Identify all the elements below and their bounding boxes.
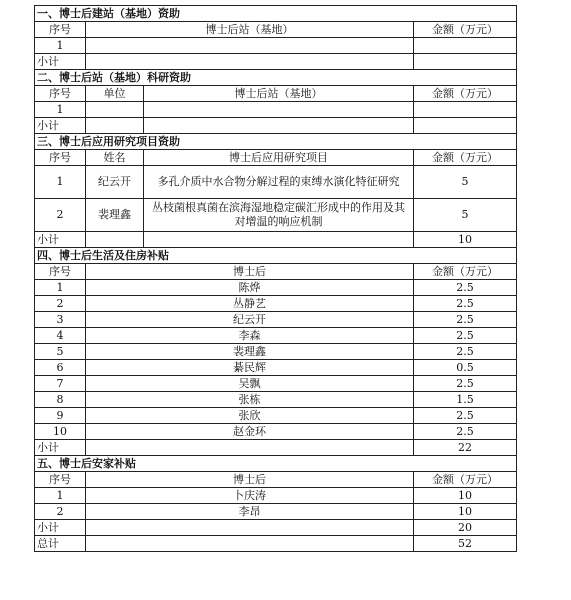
row-seq: 1	[35, 102, 86, 118]
column-header: 单位	[86, 86, 144, 102]
cell-empty	[86, 440, 414, 456]
table-header-row	[35, 22, 517, 38]
cell-empty	[86, 102, 144, 118]
row-seq: 3	[35, 312, 86, 328]
subtotal-label: 小计	[35, 440, 86, 456]
column-header: 序号	[35, 150, 86, 166]
section-3-title-row	[35, 134, 517, 150]
subtotal-label: 小计	[35, 232, 86, 248]
table-row	[35, 280, 517, 296]
section-5-title-row	[35, 456, 517, 472]
total-amount: 52	[414, 536, 517, 552]
row-amount: 5	[414, 199, 517, 232]
table-row	[35, 166, 517, 199]
row-name: 李昂	[86, 504, 414, 520]
row-amount: 2.5	[414, 376, 517, 392]
table-row	[35, 312, 517, 328]
row-amount: 2.5	[414, 424, 517, 440]
subtotal-row	[35, 440, 517, 456]
table-row	[35, 408, 517, 424]
row-amount: 2.5	[414, 328, 517, 344]
column-header: 博士后	[86, 472, 414, 488]
cell-empty	[414, 54, 517, 70]
row-name: 綦民辉	[86, 360, 414, 376]
table-row	[35, 488, 517, 504]
table-row	[35, 102, 517, 118]
column-header: 序号	[35, 472, 86, 488]
cell-empty	[144, 102, 414, 118]
row-name: 纪云开	[86, 312, 414, 328]
row-name: 丛静艺	[86, 296, 414, 312]
row-name: 赵金环	[86, 424, 414, 440]
table-header-row	[35, 472, 517, 488]
section-1-title-row	[35, 6, 517, 22]
section-title: 三、博士后应用研究项目资助	[35, 134, 517, 150]
section-title: 四、博士后生活及住房补贴	[35, 248, 517, 264]
funding-table	[34, 5, 517, 552]
row-amount: 1.5	[414, 392, 517, 408]
section-title: 一、博士后建站（基地）资助	[35, 6, 517, 22]
section-2-title-row	[35, 70, 517, 86]
cell-empty	[414, 118, 517, 134]
row-name: 陈烨	[86, 280, 414, 296]
row-amount: 2.5	[414, 280, 517, 296]
subtotal-label: 小计	[35, 54, 86, 70]
row-seq: 2	[35, 504, 86, 520]
row-name: 裴理鑫	[86, 344, 414, 360]
table-row	[35, 38, 517, 54]
table-row	[35, 360, 517, 376]
row-seq: 2	[35, 296, 86, 312]
table-row	[35, 328, 517, 344]
subtotal-row	[35, 118, 517, 134]
row-seq: 1	[35, 166, 86, 199]
section-title: 二、博士后站（基地）科研资助	[35, 70, 517, 86]
row-seq: 6	[35, 360, 86, 376]
row-amount: 2.5	[414, 296, 517, 312]
column-header: 序号	[35, 86, 86, 102]
row-amount: 2.5	[414, 312, 517, 328]
subtotal-label: 小计	[35, 520, 86, 536]
cell-empty	[86, 54, 414, 70]
row-seq: 4	[35, 328, 86, 344]
subtotal-amount: 22	[414, 440, 517, 456]
subtotal-row	[35, 232, 517, 248]
table-row	[35, 376, 517, 392]
section-4-title-row	[35, 248, 517, 264]
row-name: 张栋	[86, 392, 414, 408]
row-seq: 7	[35, 376, 86, 392]
table-header-row	[35, 264, 517, 280]
table-row	[35, 392, 517, 408]
row-name: 李森	[86, 328, 414, 344]
row-project: 多孔介质中水合物分解过程的束缚水演化特征研究	[144, 166, 414, 199]
column-header: 金额（万元）	[414, 22, 517, 38]
section-title: 五、博士后安家补贴	[35, 456, 517, 472]
column-header: 金额（万元）	[414, 472, 517, 488]
column-header: 金额（万元）	[414, 86, 517, 102]
cell-empty	[86, 232, 144, 248]
cell-empty	[414, 102, 517, 118]
table-row	[35, 344, 517, 360]
subtotal-row	[35, 54, 517, 70]
column-header: 序号	[35, 22, 86, 38]
table-row	[35, 504, 517, 520]
row-name: 纪云开	[86, 166, 144, 199]
row-amount: 0.5	[414, 360, 517, 376]
column-header: 姓名	[86, 150, 144, 166]
row-name: 张欣	[86, 408, 414, 424]
column-header: 博士后站（基地）	[86, 22, 414, 38]
table-header-row	[35, 150, 517, 166]
cell-empty	[144, 232, 414, 248]
subtotal-label: 小计	[35, 118, 86, 134]
row-seq: 9	[35, 408, 86, 424]
row-project: 丛枝菌根真菌在滨海湿地稳定碳汇形成中的作用及其对增温的响应机制	[144, 199, 414, 232]
row-seq: 10	[35, 424, 86, 440]
total-row	[35, 536, 517, 552]
row-amount: 2.5	[414, 344, 517, 360]
column-header: 序号	[35, 264, 86, 280]
funding-sheet	[34, 5, 516, 552]
table-row	[35, 424, 517, 440]
table-row	[35, 199, 517, 232]
cell-empty	[144, 118, 414, 134]
row-name: 裴理鑫	[86, 199, 144, 232]
table-row	[35, 296, 517, 312]
row-seq: 5	[35, 344, 86, 360]
column-header: 金额（万元）	[414, 150, 517, 166]
row-seq: 1	[35, 488, 86, 504]
table-header-row	[35, 86, 517, 102]
row-seq: 1	[35, 280, 86, 296]
column-header: 金额（万元）	[414, 264, 517, 280]
row-name: 卜庆涛	[86, 488, 414, 504]
total-label: 总计	[35, 536, 86, 552]
row-amount: 5	[414, 166, 517, 199]
row-amount: 10	[414, 488, 517, 504]
row-seq: 2	[35, 199, 86, 232]
cell-empty	[414, 38, 517, 54]
cell-empty	[86, 520, 414, 536]
row-amount: 10	[414, 504, 517, 520]
column-header: 博士后	[86, 264, 414, 280]
cell-empty	[86, 118, 144, 134]
column-header: 博士后应用研究项目	[144, 150, 414, 166]
row-name: 吴飘	[86, 376, 414, 392]
row-amount: 2.5	[414, 408, 517, 424]
cell-empty	[86, 536, 414, 552]
row-seq: 1	[35, 38, 86, 54]
cell-empty	[86, 38, 414, 54]
column-header: 博士后站（基地）	[144, 86, 414, 102]
subtotal-amount: 10	[414, 232, 517, 248]
row-seq: 8	[35, 392, 86, 408]
subtotal-amount: 20	[414, 520, 517, 536]
subtotal-row	[35, 520, 517, 536]
